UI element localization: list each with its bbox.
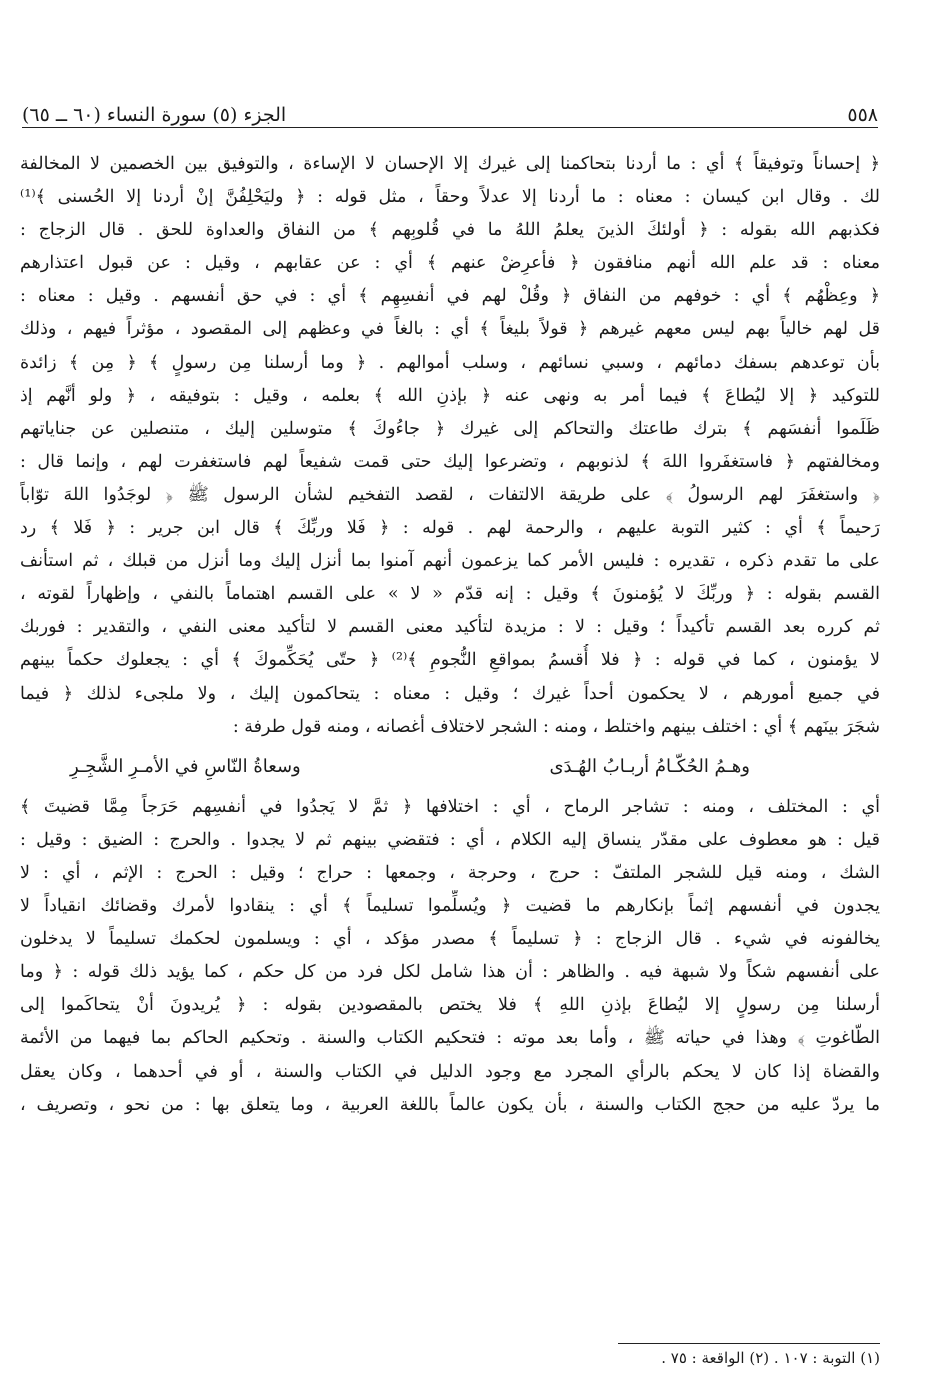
text-line: ﴿ وعِظْهُم ﴾ أي : خوفهم من النفاق ﴿ وقُلْ لهم في أنفسِهِم ﴾ أي : في حق أنفسهم . وقيل : معناه : (20, 286, 880, 307)
text-line: أرسلنا مِن رسولٍ إلا ليُطاعَ بإذنِ اللهِ ﴾ فلا يختص بالمقصودين بقوله : ﴿ يُريدونَ أنْ يتحاكَموا إلى (20, 995, 880, 1016)
text-line: في جميع أمورهم ، لا يحكمون أحداً غيرك ؛ وقيل : معناه : يتحاكمون إليك ، ولا ملجىء لذلك ﴿ فيما (20, 683, 880, 704)
text-line: والقضاة إذا كان لا يحكم بالرأي المجرد مع وجود الدليل في الكتاب والسنة ، أو في أحدهما ، وكان يعقل (20, 1061, 880, 1082)
text-line: بأن توعدهم بسفك دمائهم ، وسبي نسائهم ، وسلب أموالهم . ﴿ وما أرسلنا مِن رسولٍ ﴾ ﴿ مِن ﴾ زائدة (20, 352, 880, 373)
header-rule (22, 127, 878, 128)
text-line: لا يؤمنون ، كما في قوله : ﴿ فلا أُقسمُ بمواقعِ النُّجومِ ﴾⁽²⁾ ﴿ حتّى يُحَكِّموكَ ﴾ أي : يجعلوك حكماً بينهم (20, 650, 880, 671)
footnotes: (١) التوبة : ١٠٧ . (٢) الواقعة : ٧٥ . (661, 1349, 880, 1367)
text-line: فكذبهم الله بقوله : ﴿ أولئكَ الذينَ يعلمُ اللهُ ما في قُلوبِهم ﴾ من النفاق والعداوة للحق . قال الزجاج : (20, 220, 880, 241)
text-line: على ما تقدم ذكره ، تقديره : فليس الأمر كما يزعمون أنهم آمنوا بما أنزل إليك وما أنزل من قبلك ، ثم استأنف (20, 551, 880, 572)
text-line: الشك ، ومنه قيل للشجر الملتفّ : حرج ، وحرجة ، وجمعها : حراج ؛ وقيل : الحرج : الإثم ، أي : لا (20, 862, 880, 883)
running-title: الجزء (٥) سورة النساء (٦٠ ــ ٦٥) (22, 104, 287, 126)
verse-hemistich-2: وسعاةُ النّاسِ في الأمـرِ الشَّجِـرِ (70, 755, 301, 777)
text-line: يجدون في أنفسهم إثماً بإنكارهم ما قضيت ﴿ ويُسلِّموا تسليماً ﴾ أي : ينقادوا لأمرك وقضائك انقياداً لا (20, 896, 880, 917)
text-line: للتوكيد ﴿ إلا ليُطاعَ ﴾ فيما أمر به ونهى عنه ﴿ بإذنِ الله ﴾ بعلمه ، وقيل : بتوفيقه ، ﴿ ولو أنَّهم إذ (20, 385, 880, 406)
text-line: ما يردّ عليه من حجج الكتاب والسنة ، بأن يكون عالماً باللغة العربية ، وما يتعلق بها : من نحو ، وتصريف ، (20, 1094, 880, 1115)
text-line: شجَرَ بينَهم ﴾ أي : اختلف بينهم واختلط ، ومنه : الشجر لاختلاف أغصانه ، ومنه قول طرفة : (232, 716, 880, 737)
text-line: يخالفونه في شيء . قال الزجاج : ﴿ تسليماً ﴾ مصدر مؤكد ، أي : ويسلمون لحكمك تسليماً لا يدخلون (20, 929, 880, 950)
verse-hemistich-1: وهـمُ الحُكّـامُ أربـابُ الهُـدَى (549, 755, 750, 777)
text-line: ظَلَموا أنفسَهم ﴾ بترك طاعتك والتحاكم إلى غيرك ﴿ جاءُوكَ ﴾ متوسلين إليك ، متنصلين عن جناياتهم (20, 418, 880, 439)
text-line: القسم بقوله : ﴿ وربِّكَ لا يُؤمنونَ ﴾ وقيل : إنه قدّم « لا » على القسم اهتماماً بالنفي ، وإظهاراً لقوته ، (20, 584, 880, 605)
text-line: ومخالفتهم ﴿ فاستغفَروا اللهَ ﴾ لذنوبهم ، وتضرعوا إليك حتى قمت شفيعاً لهم فاستغفرت لهم ، وإنما قال : (20, 451, 880, 472)
footnote-rule (618, 1343, 880, 1344)
text-line: لك . وقال ابن كيسان : معناه : ما أردنا إلا عدلاً وحقاً ، مثل قوله : ﴿ وليَحْلِفُنَّ إنْ أردنا إلا الحُسنى ﴾⁽¹⁾ (20, 187, 880, 208)
text-line: رَحيماً ﴾ أي : كثير التوبة عليهم ، والرحمة لهم . قوله : ﴿ فَلا وربِّكَ ﴾ قال ابن جرير : ﴿ فَلا ﴾ رد (20, 518, 880, 539)
page-header (22, 96, 878, 126)
text-line: قل لهم خالياً بهم ليس معهم غيرهم ﴿ قولاً بليغاً ﴾ أي : بالغاً في وعظهم إلى المقصود ، مؤثراً فيهم ، وذلك (20, 319, 880, 340)
text-line: ﴿ إحساناً وتوفيقاً ﴾ أي : ما أردنا بتحاكمنا إلى غيرك إلا الإحسان لا الإساءة ، والتوفيق بين الخصمين لا المخالفة (20, 154, 880, 174)
text-line: الطّاغوتِ ﴾ وهذا في حياته ﷺ ، وأما بعد موته : فتحكيم الكتاب والسنة . وتحكيم الحاكم بما فيهما من الأئمة (20, 1028, 880, 1049)
text-line: على أنفسهم شكاً ولا شبهة فيه . والظاهر : أن هذا شامل لكل فرد من كل حكم ، كما يؤيد ذلك قوله : ﴿ وما (20, 962, 880, 983)
text-line: قيل : هو معطوف على مقدّر ينساق إليه الكلام ، أي : فتقضي بينهم ثم لا يجدوا . والحرج : الضيق : وقيل : (20, 829, 880, 850)
text-line: أي : المختلف ، ومنه : تشاجر الرماح ، أي : اختلافها ﴿ ثمَّ لا يَجدُوا في أنفسِهم حَرَجاً مِمَّا قضيتَ ﴾ (20, 796, 880, 817)
text-line: معناه : قد علم الله أنهم منافقون ﴿ فأعرِضْ عنهم ﴾ أي : عن عقابهم ، وقيل : عن قبول اعتذارهم (20, 253, 880, 274)
text-line: ثم كرره بعد القسم تأكيداً ؛ وقيل : لا : مزيدة لتأكيد معنى القسم لا لتأكيد معنى النفي ، والتقدير : فوربك (20, 617, 880, 638)
commentary-text (20, 148, 880, 1122)
text-line: ﴿ واستغفَرَ لهم الرسولُ ﴾ على طريقة الالتفات ، لقصد التفخيم لشأن الرسول ﷺ ﴿ لوجَدُوا اللهَ توّاباً (20, 484, 880, 505)
poetry-verse (20, 750, 880, 783)
page-number: ٥٥٨ (847, 104, 878, 126)
